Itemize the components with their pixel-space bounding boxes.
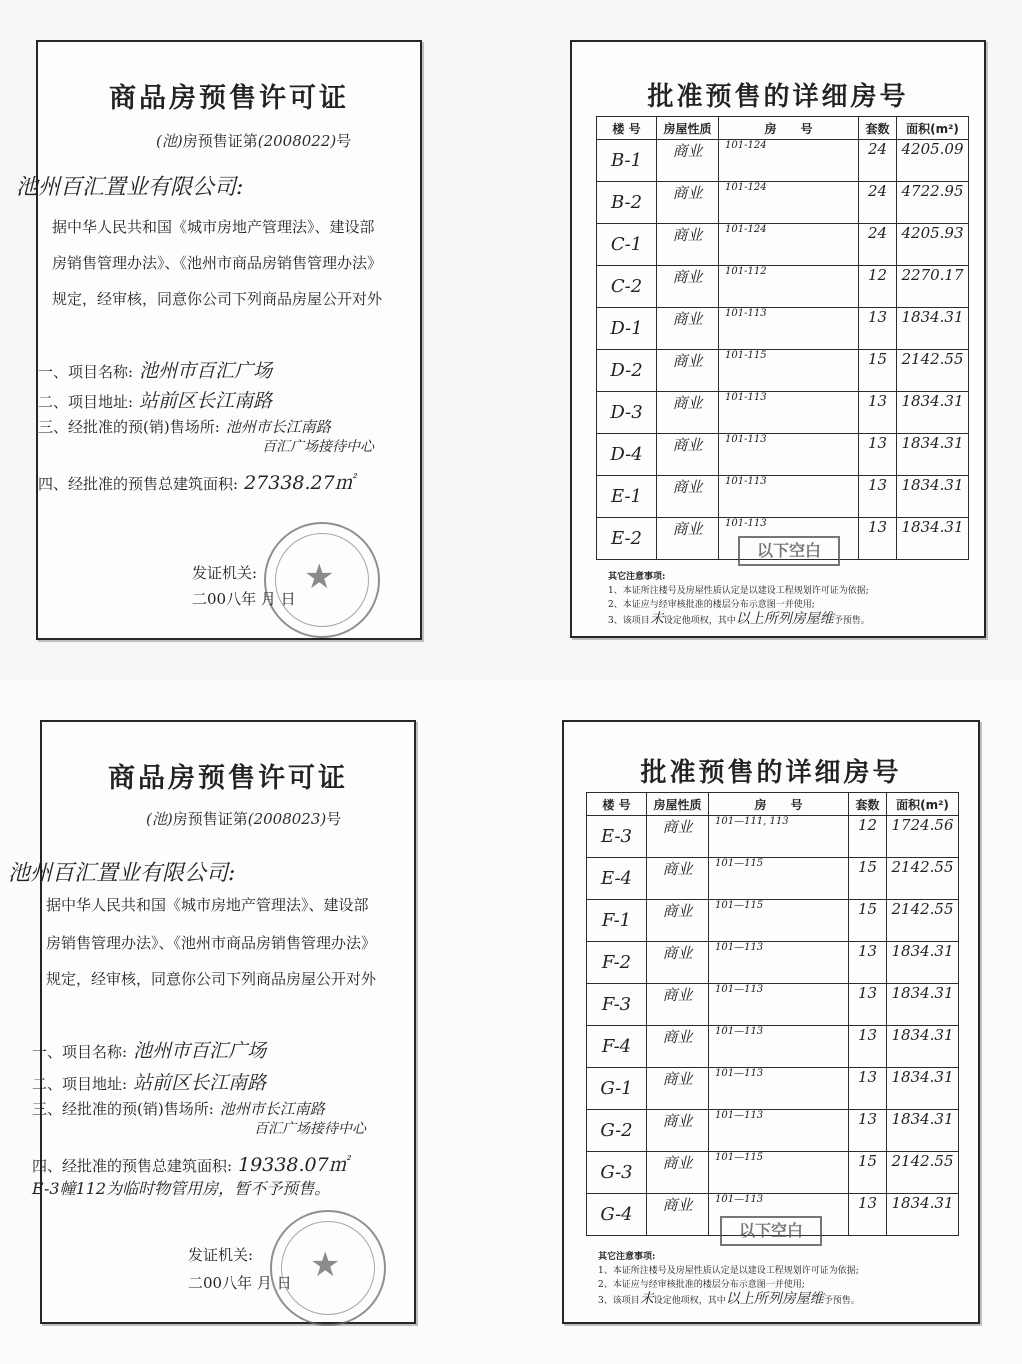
table-row [597,308,969,350]
area-cell: 4205.09 [897,140,969,182]
room-range-cell: 101—113 [709,1110,849,1152]
property-type-cell: 商业 [647,900,709,942]
table-row [587,1110,959,1152]
building-cell: D-1 [597,308,657,350]
property-type-cell: 商业 [647,1068,709,1110]
room-range-cell: 101-112 [719,266,859,308]
area-cell: 1834.31 [897,434,969,476]
unit-count-cell: 13 [849,1068,887,1110]
area-cell: 1834.31 [897,518,969,560]
header-area: 面积(m²) [897,117,969,140]
room-range-cell: 101-113 [719,434,859,476]
room-range-cell: 101—113 [709,1068,849,1110]
unit-count-cell: 13 [859,476,897,518]
building-cell: D-2 [597,350,657,392]
building-cell: F-4 [587,1026,647,1068]
unit-count-cell: 15 [849,900,887,942]
room-range-cell: 101—113 [709,1026,849,1068]
table-row [597,434,969,476]
unit-count-cell: 12 [859,266,897,308]
building-cell: E-1 [597,476,657,518]
certificate-number: (池)房预售证第(2008023)号 [146,810,342,828]
table-row [587,1152,959,1194]
header-building: 楼 号 [587,793,647,816]
building-cell: B-2 [597,182,657,224]
item-sales-location-line-2: 百汇广场接待中心 [254,1121,366,1137]
property-type-cell: 商业 [657,224,719,266]
property-type-cell: 商业 [657,308,719,350]
room-table [586,792,959,1236]
table-row [597,224,969,266]
building-cell: G-3 [587,1152,647,1194]
item-sales-location-line-2: 百汇广场接待中心 [262,439,374,455]
body-paragraph-line-2: 房销售管理办法》、《池州市商品房销售管理办法》 [46,934,377,952]
unit-count-cell: 24 [859,140,897,182]
unit-count-cell: 15 [859,350,897,392]
header-room-no: 房 号 [719,117,859,140]
certificate-title: 商品房预售许可证 [108,763,348,794]
area-cell: 1834.31 [897,476,969,518]
note-1: 1、本证所注楼号及房屋性质认定是以建设工程规划许可证为依据; [598,1266,859,1276]
room-range-cell: 101—113 [709,942,849,984]
area-cell: 2142.55 [887,1152,959,1194]
approved-room-list-2 [562,720,980,1324]
room-range-cell: 101-113 [719,476,859,518]
table-row [587,858,959,900]
table-row [587,816,959,858]
note-1: 1、本证所注楼号及房屋性质认定是以建设工程规划许可证为依据; [608,586,869,596]
issue-date: 二00八年 月 日 [192,590,296,608]
area-cell: 1834.31 [887,984,959,1026]
table-row [597,476,969,518]
header-building: 楼 号 [597,117,657,140]
room-range-cell: 101-113 [719,518,859,560]
issuing-authority-label: 发证机关: [192,564,258,582]
room-range-cell: 101-124 [719,224,859,266]
presale-certificate-1 [16,40,422,640]
property-type-cell: 商业 [657,476,719,518]
unit-count-cell: 24 [859,182,897,224]
unit-count-cell: 12 [849,816,887,858]
company-name: 池州百汇置业有限公司: [16,175,244,200]
notes-section [598,1250,860,1308]
building-cell: B-1 [597,140,657,182]
property-type-cell: 商业 [647,1152,709,1194]
notes-title: 其它注意事项: [608,572,666,582]
unit-count-cell: 13 [849,1110,887,1152]
table-row [597,140,969,182]
header-area: 面积(m²) [887,793,959,816]
property-type-cell: 商业 [657,266,719,308]
item-sales-location: 三、经批准的预(销)售场所: 池州市长江南路 [38,418,331,436]
item-project-address: 二、项目地址: 站前区长江南路 [38,390,273,412]
building-cell: G-4 [587,1194,647,1236]
notes-title: 其它注意事项: [598,1252,656,1262]
body-paragraph-line-2: 房销售管理办法》、《池州市商品房销售管理办法》 [52,254,383,272]
issue-date: 二00八年 月 日 [188,1274,292,1292]
note-2: 2、本证应与经审核批准的楼层分布示意图一并使用; [608,600,815,610]
presale-certificate-2 [8,720,416,1324]
property-type-cell: 商业 [657,518,719,560]
blank-below-stamp: 以下空白 [720,1216,822,1246]
unit-count-cell: 24 [859,224,897,266]
unit-count-cell: 13 [849,942,887,984]
item-total-area: 四、经批准的预售总建筑面积: 19338.07㎡ [32,1154,348,1176]
unit-count-cell: 15 [849,858,887,900]
area-cell: 1834.31 [897,392,969,434]
room-range-cell: 101—115 [709,858,849,900]
header-type: 房屋性质 [647,793,709,816]
area-cell: 2142.55 [887,858,959,900]
room-list-title: 批准预售的详细房号 [647,82,909,112]
unit-count-cell: 13 [849,1026,887,1068]
area-cell: 4722.95 [897,182,969,224]
room-range-cell: 101-124 [719,140,859,182]
room-range-cell: 101—115 [709,900,849,942]
property-type-cell: 商业 [657,392,719,434]
property-type-cell: 商业 [647,1026,709,1068]
seal-star-icon: ★ [304,557,335,597]
body-paragraph-line-3: 规定，经审核，同意你公司下列商品房屋公开对外 [52,290,383,308]
building-cell: G-1 [587,1068,647,1110]
property-type-cell: 商业 [657,434,719,476]
building-cell: D-3 [597,392,657,434]
unit-count-cell: 13 [849,984,887,1026]
table-row [587,900,959,942]
item-sales-location: 三、经批准的预(销)售场所: 池州市长江南路 [32,1100,325,1118]
item-project-address: 二、项目地址: 站前区长江南路 [32,1072,267,1094]
unit-count-cell: 13 [859,518,897,560]
table-row [587,1026,959,1068]
area-cell: 2142.55 [897,350,969,392]
room-range-cell: 101—113 [709,984,849,1026]
blank-below-stamp: 以下空白 [738,536,840,566]
header-room-no: 房 号 [709,793,849,816]
item-total-area: 四、经批准的预售总建筑面积: 27338.27㎡ [38,472,354,494]
room-range-cell: 101-124 [719,182,859,224]
unit-count-cell: 13 [859,392,897,434]
property-type-cell: 商业 [647,816,709,858]
notes-section [608,570,870,628]
note-3: 3、该项目未设定他项权，其中以上所列房屋维予预售。 [608,611,870,627]
area-cell: 1834.31 [897,308,969,350]
area-cell: 2270.17 [897,266,969,308]
handwritten-extra-note: E-3幢112为临时物管用房，暂不予预售。 [32,1179,331,1198]
header-count: 套数 [859,117,897,140]
room-range-cell: 101—111, 113 [709,816,849,858]
note-2: 2、本证应与经审核批准的楼层分布示意图一并使用; [598,1280,805,1290]
building-cell: C-1 [597,224,657,266]
header-type: 房屋性质 [657,117,719,140]
unit-count-cell: 13 [859,434,897,476]
room-list-title: 批准预售的详细房号 [640,758,902,788]
area-cell: 1834.31 [887,1194,959,1236]
item-project-name: 一、项目名称: 池州市百汇广场 [32,1040,267,1062]
area-cell: 1724.56 [887,816,959,858]
table-header-row [587,793,959,816]
official-seal [270,1210,386,1326]
building-cell: E-4 [587,858,647,900]
property-type-cell: 商业 [647,1194,709,1236]
body-paragraph-line-3: 规定，经审核，同意你公司下列商品房屋公开对外 [46,970,377,988]
body-paragraph-line-1: 据中华人民共和国《城市房地产管理法》、建设部 [46,896,369,914]
table-header-row [597,117,969,140]
item-project-name: 一、项目名称: 池州市百汇广场 [38,360,273,382]
table-row [597,350,969,392]
header-count: 套数 [849,793,887,816]
seal-star-icon: ★ [310,1245,341,1285]
table-row [597,266,969,308]
area-cell: 1834.31 [887,1110,959,1152]
area-cell: 1834.31 [887,942,959,984]
unit-count-cell: 13 [849,1194,887,1236]
body-paragraph-line-1: 据中华人民共和国《城市房地产管理法》、建设部 [52,218,375,236]
room-range-cell: 101-115 [719,350,859,392]
building-cell: F-1 [587,900,647,942]
table-row [587,984,959,1026]
certificate-number: (池)房预售证第(2008022)号 [156,132,352,150]
area-cell: 4205.93 [897,224,969,266]
room-range-cell: 101—115 [709,1152,849,1194]
issuing-authority-label: 发证机关: [188,1246,254,1264]
building-cell: F-2 [587,942,647,984]
building-cell: G-2 [587,1110,647,1152]
property-type-cell: 商业 [647,984,709,1026]
building-cell: E-3 [587,816,647,858]
area-cell: 1834.31 [887,1068,959,1110]
property-type-cell: 商业 [647,858,709,900]
table-row [587,942,959,984]
property-type-cell: 商业 [657,350,719,392]
unit-count-cell: 13 [859,308,897,350]
area-cell: 2142.55 [887,900,959,942]
building-cell: F-3 [587,984,647,1026]
table-row [597,392,969,434]
property-type-cell: 商业 [647,942,709,984]
building-cell: D-4 [597,434,657,476]
certificate-title: 商品房预售许可证 [109,83,349,114]
property-type-cell: 商业 [657,140,719,182]
property-type-cell: 商业 [657,182,719,224]
unit-count-cell: 15 [849,1152,887,1194]
company-name: 池州百汇置业有限公司: [8,861,236,886]
approved-room-list-1 [570,40,986,638]
room-table [596,116,969,560]
table-row [597,182,969,224]
room-range-cell: 101-113 [719,392,859,434]
official-seal [264,522,380,638]
building-cell: C-2 [597,266,657,308]
room-range-cell: 101-113 [719,308,859,350]
building-cell: E-2 [597,518,657,560]
note-3: 3、该项目未设定他项权，其中以上所列房屋维予预售。 [598,1291,860,1307]
table-row [587,1068,959,1110]
area-cell: 1834.31 [887,1026,959,1068]
room-range-cell: 101—113 [709,1194,849,1236]
property-type-cell: 商业 [647,1110,709,1152]
